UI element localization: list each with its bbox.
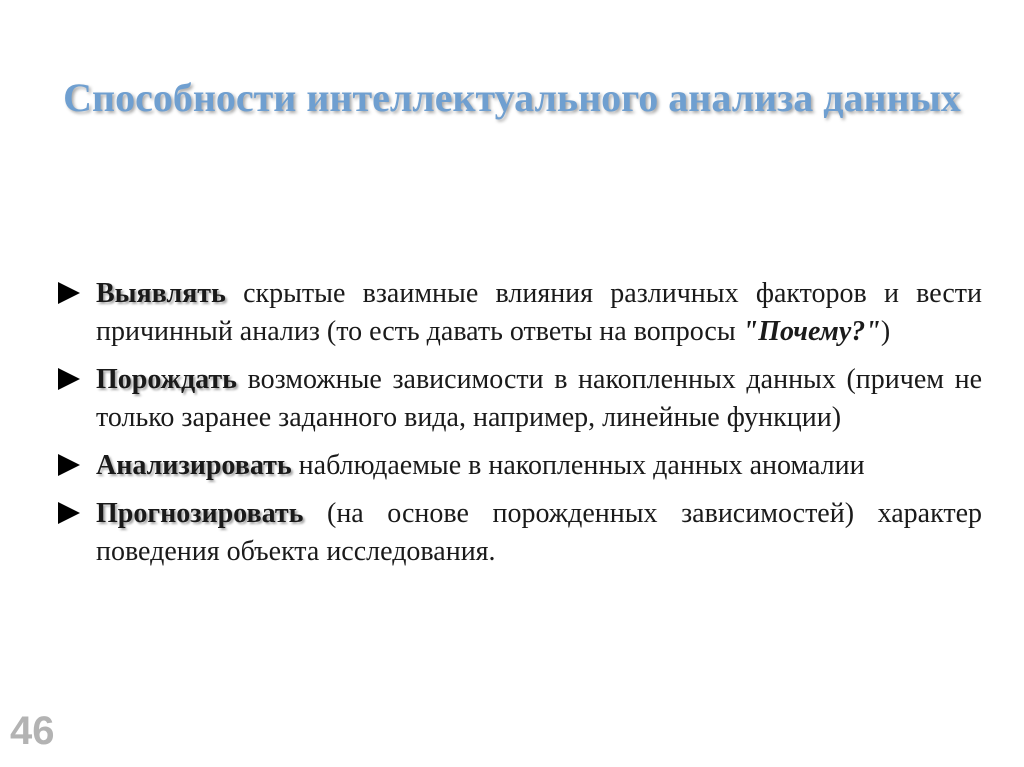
bullet-list [58, 275, 982, 581]
bullet-item-identify [58, 275, 982, 351]
triangle-bullet-icon [58, 282, 80, 304]
bullet-item-generate [58, 361, 982, 437]
triangle-bullet-icon [58, 368, 80, 390]
bullet-item-analyze [58, 447, 982, 485]
bullet-text: возможные зависимости в накопленных данных (причем не только заранее заданного вида, например, линейные функции) [96, 364, 982, 433]
slide-title: Способности интеллектуального анализа данных [63, 75, 961, 120]
bullet-term: Выявлять [96, 278, 226, 309]
page-number: 46 [10, 709, 55, 753]
bullet-text: наблюдаемые в накопленных данных аномалии [291, 450, 865, 481]
bullet-text-after: ) [880, 316, 891, 347]
triangle-bullet-icon [58, 454, 80, 476]
bullet-term: Порождать [96, 364, 237, 395]
bullet-emphasis: "Почему?" [742, 316, 881, 347]
triangle-bullet-icon [58, 502, 80, 524]
bullet-text: скрытые взаимные влияния различных факторов и вести причинный анализ (то есть давать ответы на вопросы [96, 278, 982, 347]
bullet-item-forecast [58, 495, 982, 571]
bullet-term: Анализировать [96, 450, 292, 481]
bullet-text: (на основе порожденных зависимостей) характер поведения объекта исследования. [96, 498, 982, 567]
bullet-term: Прогнозировать [96, 498, 304, 529]
